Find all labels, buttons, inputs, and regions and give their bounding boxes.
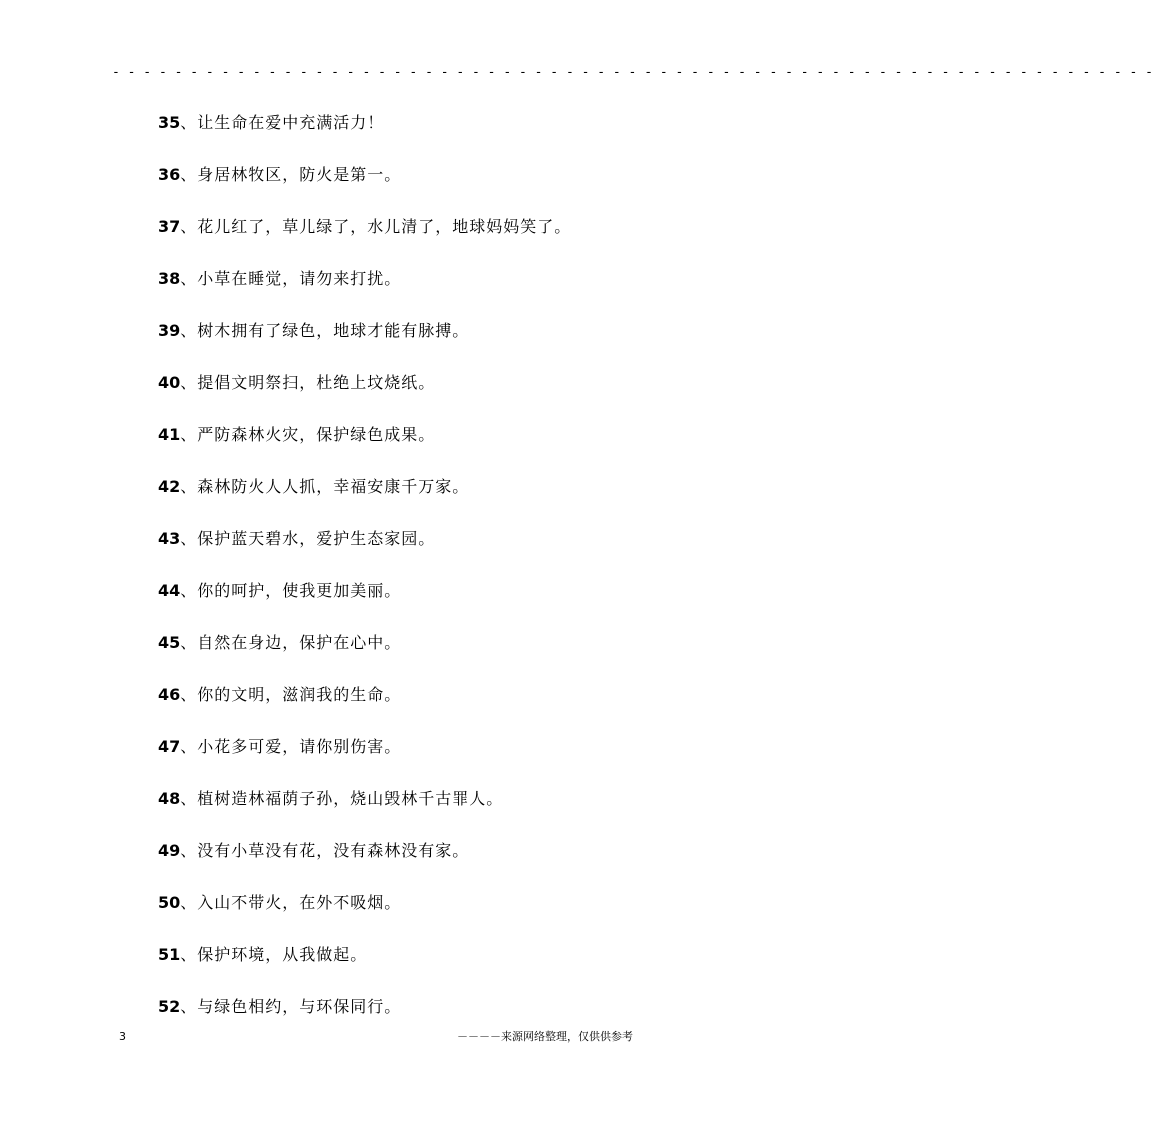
item-number: 35	[158, 113, 181, 132]
item-text: 身居林牧区，防火是第一。	[197, 165, 402, 184]
item-number: 46	[158, 685, 181, 704]
item-separator: 、	[180, 633, 197, 652]
list-item	[158, 783, 718, 835]
item-text: 你的呵护，使我更加美丽。	[197, 581, 402, 600]
item-text: 提倡文明祭扫，杜绝上坟烧纸。	[197, 373, 436, 392]
item-text: 植树造林福荫子孙，烧山毁林千古罪人。	[197, 789, 504, 808]
list-item	[158, 159, 718, 211]
list-item	[158, 419, 718, 471]
item-text: 你的文明，滋润我的生命。	[197, 685, 402, 704]
item-text: 保护环境，从我做起。	[197, 945, 368, 964]
item-number: 44	[158, 581, 181, 600]
footer-source-note: －－－－来源网络整理，仅供供参考	[457, 1030, 633, 1043]
list-item	[158, 523, 718, 575]
item-number: 38	[158, 269, 181, 288]
item-separator: 、	[180, 789, 197, 808]
item-separator: 、	[180, 477, 197, 496]
item-separator: 、	[180, 685, 197, 704]
list-item	[158, 471, 718, 523]
item-separator: 、	[180, 945, 197, 964]
item-separator: 、	[180, 529, 197, 548]
list-item	[158, 939, 718, 991]
item-number: 40	[158, 373, 181, 392]
list-item	[158, 107, 718, 159]
item-number: 36	[158, 165, 181, 184]
item-text: 严防森林火灾，保护绿色成果。	[197, 425, 436, 444]
item-separator: 、	[180, 841, 197, 860]
item-separator: 、	[180, 217, 197, 236]
item-number: 37	[158, 217, 181, 236]
item-separator: 、	[180, 425, 197, 444]
item-number: 45	[158, 633, 181, 652]
item-text: 树木拥有了绿色，地球才能有脉搏。	[197, 321, 470, 340]
page-number: 3	[119, 1030, 126, 1043]
item-separator: 、	[180, 165, 197, 184]
header-dashed-rule: - - - - - - - - - - - - - - - - - - - - - - - - - - - - - - - - - - - - - - - - - - - - - - - - - - - - - - - - - - - - - - - - - - -	[112, 65, 1153, 80]
list-item	[158, 731, 718, 783]
list-item	[158, 835, 718, 887]
list-item	[158, 315, 718, 367]
item-number: 47	[158, 737, 181, 756]
item-text: 没有小草没有花，没有森林没有家。	[197, 841, 470, 860]
slogan-list	[158, 107, 718, 1043]
item-number: 48	[158, 789, 181, 808]
item-separator: 、	[180, 581, 197, 600]
item-text: 保护蓝天碧水，爱护生态家园。	[197, 529, 436, 548]
item-separator: 、	[180, 997, 197, 1016]
item-number: 42	[158, 477, 181, 496]
item-separator: 、	[180, 373, 197, 392]
item-separator: 、	[180, 893, 197, 912]
item-separator: 、	[180, 321, 197, 340]
list-item	[158, 575, 718, 627]
item-separator: 、	[180, 113, 197, 132]
item-number: 39	[158, 321, 181, 340]
item-text: 小草在睡觉，请勿来打扰。	[197, 269, 402, 288]
item-text: 小花多可爱，请你别伤害。	[197, 737, 402, 756]
item-text: 入山不带火，在外不吸烟。	[197, 893, 402, 912]
item-text: 让生命在爱中充满活力！	[197, 113, 385, 132]
item-text: 森林防火人人抓，幸福安康千万家。	[197, 477, 470, 496]
list-item	[158, 679, 718, 731]
item-text: 花儿红了，草儿绿了，水儿清了，地球妈妈笑了。	[197, 217, 572, 236]
item-separator: 、	[180, 737, 197, 756]
list-item	[158, 991, 718, 1043]
list-item	[158, 367, 718, 419]
item-number: 52	[158, 997, 181, 1016]
item-number: 41	[158, 425, 181, 444]
item-number: 51	[158, 945, 181, 964]
list-item	[158, 627, 718, 679]
item-text: 与绿色相约，与环保同行。	[197, 997, 402, 1016]
item-number: 43	[158, 529, 181, 548]
item-number: 50	[158, 893, 181, 912]
item-separator: 、	[180, 269, 197, 288]
item-text: 自然在身边，保护在心中。	[197, 633, 402, 652]
item-number: 49	[158, 841, 181, 860]
list-item	[158, 887, 718, 939]
list-item	[158, 211, 718, 263]
list-item	[158, 263, 718, 315]
